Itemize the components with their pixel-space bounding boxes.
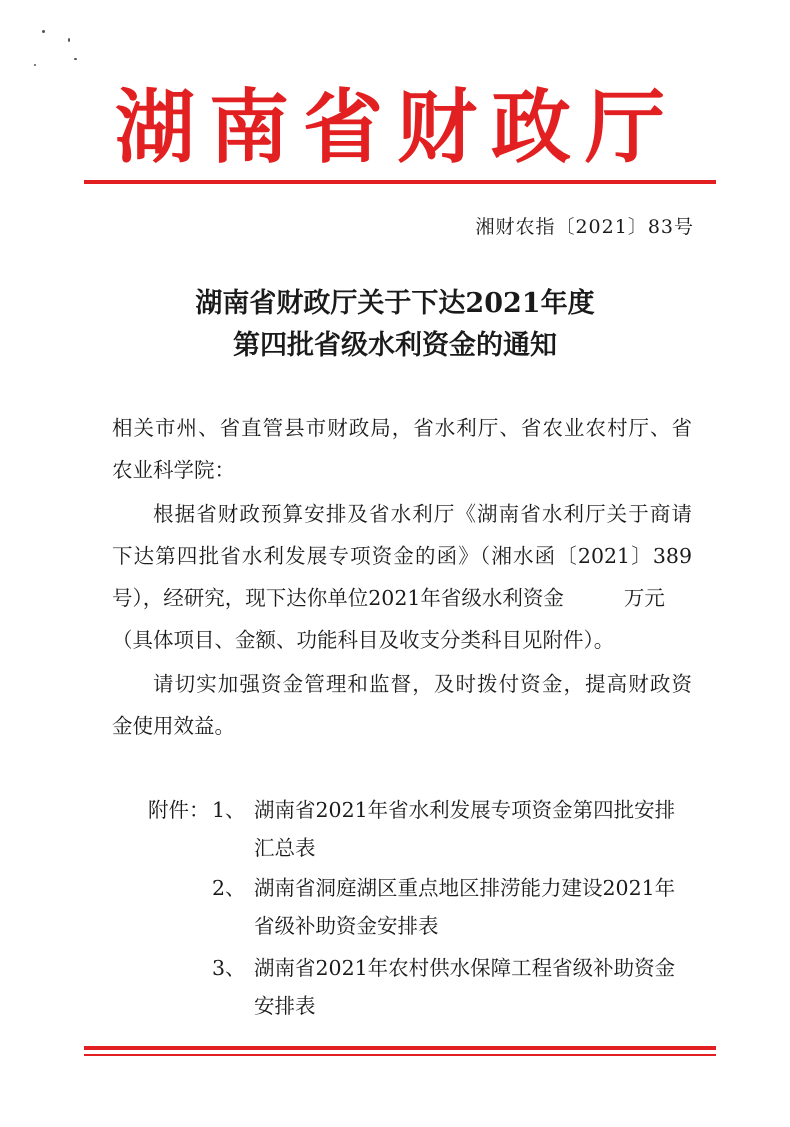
paragraph-1-line-1: 根据省财政预算安排及省水利厅《湖南省水利厅关于商请: [153, 502, 692, 526]
document-title-line-1: 湖南省财政厅关于下达2021年度: [195, 288, 595, 319]
attachment-3-title: 湖南省2021年农村供水保障工程省级补助资金: [254, 956, 676, 980]
attachment-2-number: 2、: [212, 876, 246, 900]
addressee-line-1: 相关市州、省直管县市财政局，省水利厅、省农业农村厅、省: [112, 416, 692, 440]
attachment-2-title-cont: 省级补助资金安排表: [254, 914, 439, 938]
attachment-1-title-cont: 汇总表: [254, 836, 316, 860]
footer-red-rule-thick: [84, 1046, 716, 1050]
document-title-line-2: 第四批省级水利资金的通知: [233, 330, 557, 361]
issuing-authority-title: 湖南省财政厅: [115, 80, 679, 174]
footer-red-rule-thin: [84, 1054, 716, 1056]
paragraph-2-line-2: 金使用效益。: [112, 714, 235, 738]
scan-speck: [68, 38, 70, 42]
addressee-line-2: 农业科学院：: [112, 458, 235, 482]
header-red-rule: [84, 180, 716, 184]
paragraph-1-line-4: （具体项目、金额、功能科目及收支分类科目见附件）。: [112, 628, 615, 652]
scan-speck: [74, 58, 77, 60]
attachment-1-title: 湖南省2021年省水利发展专项资金第四批安排: [254, 798, 676, 822]
allocation-text: 号），经研究，现下达你单位2021年省级水利资金: [112, 586, 564, 610]
paragraph-1-line-2: 下达第四批省水利发展专项资金的函》（湘水函〔2021〕389: [112, 544, 692, 568]
scan-speck: [42, 30, 45, 33]
paragraph-1-line-3: [112, 580, 692, 616]
attachment-2-title: 湖南省洞庭湖区重点地区排涝能力建设2021年: [254, 876, 676, 900]
scan-specks: [28, 20, 88, 90]
document-number: 湘财农指〔2021〕83号: [475, 216, 694, 238]
paragraph-2-line-1: 请切实加强资金管理和监督，及时拨付资金，提高财政资: [153, 672, 692, 696]
attachment-1-number: 1、: [212, 798, 246, 822]
attachment-3-number: 3、: [212, 956, 246, 980]
attachment-3-title-cont: 安排表: [254, 994, 316, 1018]
scan-speck: [34, 64, 36, 66]
attachments-label: 附件：: [148, 798, 210, 822]
amount-unit: 万元: [623, 586, 665, 610]
